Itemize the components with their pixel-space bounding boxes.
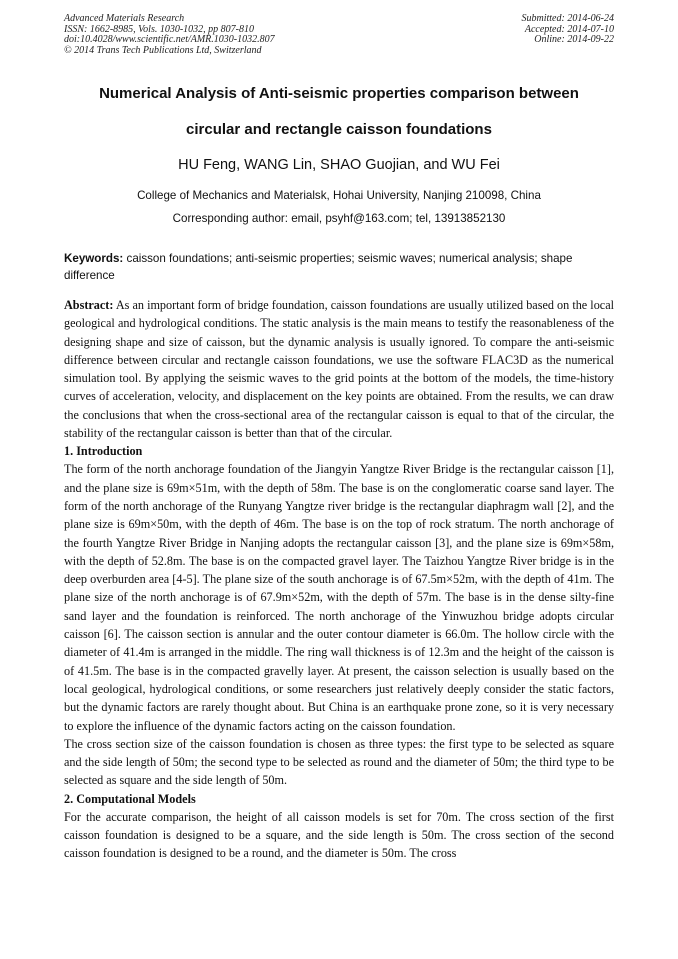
submitted-date: Submitted: 2014-06-24 bbox=[521, 13, 614, 24]
title-line-1: Numerical Analysis of Anti-seismic properties comparison between bbox=[99, 85, 579, 102]
copyright-line: © 2014 Trans Tech Publications Ltd, Switzerland bbox=[64, 44, 262, 56]
abstract-label: Abstract: bbox=[64, 298, 114, 312]
title-line-2: circular and rectangle caisson foundations bbox=[186, 121, 492, 138]
abstract bbox=[64, 296, 614, 442]
publication-header bbox=[64, 14, 614, 56]
keywords-label: Keywords: bbox=[64, 252, 124, 265]
doi-line: doi:10.4028/www.scientific.net/AMR.1030-1032.807 bbox=[64, 34, 275, 45]
section-2-heading: 2. Computational Models bbox=[64, 791, 196, 806]
journal-name: Advanced Materials Research bbox=[64, 13, 185, 24]
section-1-paragraph-2: The cross section size of the caisson foundation is chosen as three types: the first type to be selected as square and the side length of 50m; the second type to be selected as round and the diameter of 50m; the third type to be selected as square and the side length of 50m. bbox=[64, 736, 614, 788]
issn-line: ISSN: 1662-8985, Vols. 1030-1032, pp 807-810 bbox=[64, 23, 254, 35]
affiliation: College of Mechanics and Materialsk, Hohai University, Nanjing 210098, China bbox=[137, 189, 541, 202]
online-date: Online: 2014-09-22 bbox=[534, 34, 614, 45]
corresponding-author: Corresponding author: email, psyhf@163.com; tel, 13913852130 bbox=[172, 212, 506, 225]
section-1-heading: 1. Introduction bbox=[64, 444, 143, 459]
dates-info bbox=[522, 14, 615, 56]
journal-info bbox=[64, 14, 275, 56]
abstract-text: As an important form of bridge foundation, caisson foundations are usually utilized based on the local geological and hydrological conditions. The static analysis is the main means to testify the reasonableness of the designing shape and size of caisson, but the dynamic analysis is usually ignored. To compare the anti-seismic difference between circular and rectangle caisson foundations, we use the software FLAC3D as the numerical simulation tool. By applying the seismic waves to the grid points at the bottom of the models, the time-history curves of acceleration, velocity, and displacement on the key points are obtained. From the results, we can draw the conclusions that when the cross-sectional area of the rectangular caisson is equal to that of the circular, the stability of the rectangular caisson is better than that of the circular. bbox=[64, 298, 614, 441]
paper-title bbox=[64, 76, 614, 148]
section-1-paragraph-1: The form of the north anchorage foundation of the Jiangyin Yangtze River Bridge is the rectangular caisson [1], and the plane size is 69m×51m, with the depth of 58m. The base is on the conglomeratic coarse sand layer. The form of the north anchorage of the Runyang Yangtze river bridge is the rectangular diaphragm wall [2], and the plane size is 69m×50m, with the depth of 46m. The base is on the top of rock stratum. The north anchorage of the fourth Yangtze River Bridge in Nanjing adopts the rectangular caisson [3], and the plane size is 69m×58m, with the depth of 52.8m. The base is on the compacted gravel layer. The Taizhou Yangtze River bridge is in the deep overburden area [4-5]. The plane size of the south anchorage is of 67.5m×52m, with the depth of 41m. The plane size of the north anchorage is of 67.9m×52m, with the depth of 57m. The base is in the dense silty-fine sand layer and the foundation is reinforced. The north anchorage of the Yinwuzhou bridge adopts circular caisson [6]. The caisson section is annular and the outer contour diameter is 66.0m. The hollow circle with the diameter of 41.4m is arranged in the middle. The ring wall thickness is of 12.3m and the height of the caisson is of 41.5m. The base is in the compacted gravelly layer. At present, the caisson selection is usually based on the local geological, hydrological conditions, or some researchers just relatively deeply consider the static factors, but the dynamic factors are rarely thought about. But China is an earthquake prone zone, so it is very necessary to explore the influence of the dynamic factors acting on the caisson foundation. bbox=[64, 462, 614, 733]
keywords-text: caisson foundations; anti-seismic properties; seismic waves; numerical analysis; shape difference bbox=[64, 252, 573, 282]
section-2-paragraph-1: For the accurate comparison, the height of all caisson models is set for 70m. The cross section of the first caisson foundation is designed to be a square, and the side length is 50m. The cross section of the second caisson foundation is designed to be a round, and the diameter is 50m. The cross bbox=[64, 809, 614, 861]
keywords bbox=[64, 250, 614, 284]
accepted-date: Accepted: 2014-07-10 bbox=[524, 23, 614, 35]
author-list: HU Feng, WANG Lin, SHAO Guojian, and WU Fei bbox=[178, 157, 500, 173]
